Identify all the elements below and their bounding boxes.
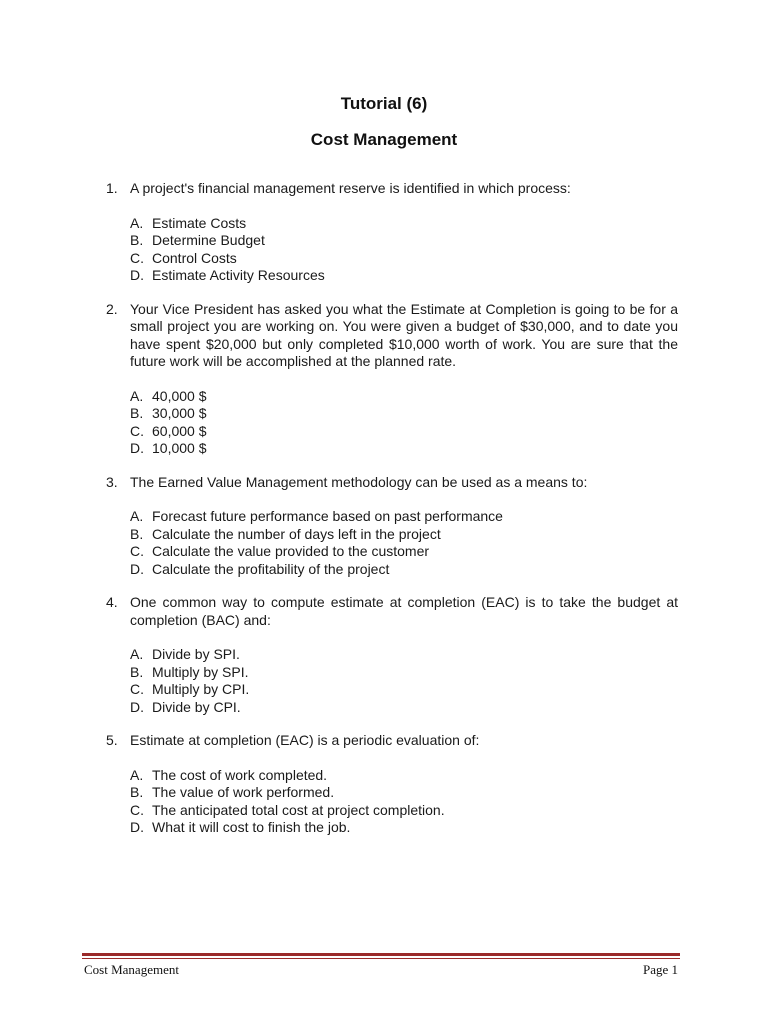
option-letter: A.: [130, 214, 144, 231]
option-letter: A.: [130, 508, 144, 524]
option-letter: A.: [130, 387, 144, 404]
question: [106, 180, 678, 285]
option-item: [130, 440, 678, 458]
option-letter: C.: [130, 422, 144, 439]
option-item: [130, 802, 678, 820]
page-subtitle: Cost Management: [310, 130, 458, 149]
option-list: [106, 388, 678, 458]
option-text: Divide by SPI.: [152, 646, 240, 662]
option-item: [130, 767, 678, 785]
option-letter: C.: [130, 543, 144, 559]
option-list: [106, 767, 678, 837]
question-number: 1.: [106, 180, 118, 196]
option-item: [130, 699, 678, 717]
option-item: [130, 646, 678, 664]
option-letter: B.: [130, 784, 144, 800]
option-item: [130, 819, 678, 837]
option-letter: B.: [130, 525, 144, 542]
question: [106, 474, 678, 579]
option-letter: D.: [130, 267, 144, 283]
option-letter: B.: [130, 405, 144, 421]
option-letter: C.: [130, 801, 144, 818]
page-number: Page 1: [642, 962, 678, 977]
option-text: Calculate the number of days left in the project: [152, 525, 441, 542]
option-item: [130, 267, 678, 285]
option-text: 10,000 $: [152, 440, 207, 456]
option-item: [130, 423, 678, 441]
option-letter: C.: [130, 249, 144, 266]
option-item: [130, 526, 678, 544]
option-list: [106, 215, 678, 285]
question-text: The Earned Value Management methodology can be used as a means to:: [130, 473, 588, 490]
option-letter: B.: [130, 232, 144, 248]
option-letter: D.: [130, 819, 144, 835]
option-letter: A.: [130, 646, 144, 662]
question: [106, 594, 678, 716]
question-number: 5.: [106, 732, 118, 748]
option-letter: D.: [130, 440, 144, 456]
option-item: [130, 215, 678, 233]
question-number: 3.: [106, 473, 118, 490]
option-item: [130, 405, 678, 423]
option-text: Multiply by SPI.: [152, 663, 249, 680]
option-item: [130, 664, 678, 682]
option-text: Calculate the value provided to the customer: [152, 543, 430, 559]
option-item: [130, 508, 678, 526]
option-text: Divide by CPI.: [152, 698, 241, 715]
option-item: [130, 681, 678, 699]
question-number: 4.: [106, 594, 118, 610]
option-text: The anticipated total cost at project completion.: [152, 801, 445, 818]
option-list: [106, 646, 678, 716]
option-letter: C.: [130, 681, 144, 697]
option-letter: B.: [130, 663, 144, 680]
option-text: 30,000 $: [152, 405, 207, 421]
option-text: Estimate Activity Resources: [152, 267, 325, 283]
question-number: 2.: [106, 300, 118, 317]
option-text: Determine Budget: [152, 232, 265, 248]
option-letter: D.: [130, 560, 144, 577]
question-text: A project's financial management reserve is identified in which process:: [130, 180, 571, 196]
option-text: What it will cost to finish the job.: [152, 819, 351, 835]
option-item: [130, 784, 678, 802]
option-text: 40,000 $: [152, 387, 207, 404]
option-item: [130, 232, 678, 250]
page-title: Tutorial (6): [340, 94, 428, 113]
option-item: [130, 561, 678, 579]
option-text: Forecast future performance based on past performance: [152, 508, 503, 524]
option-text: The value of work performed.: [152, 784, 335, 800]
question-text: One common way to compute estimate at completion (EAC) is to take the budget at completion (BAC) and:: [130, 594, 678, 628]
question: [106, 301, 678, 458]
footer-title: Cost Management: [84, 962, 179, 977]
option-text: Calculate the profitability of the project: [152, 560, 390, 577]
question-list: [106, 180, 678, 853]
option-letter: D.: [130, 698, 144, 715]
option-list: [106, 508, 678, 578]
option-item: [130, 543, 678, 561]
footer-rule-thick: [82, 953, 680, 956]
option-text: The cost of work completed.: [152, 766, 328, 783]
option-text: Control Costs: [152, 249, 237, 266]
option-text: Multiply by CPI.: [152, 681, 250, 697]
question-text: Your Vice President has asked you what the Estimate at Completion is going to be for a small project you are working on. You were given a budget of $30,000, and to date you have spent $20,000 but only completed $10,000 worth of work. You are sure that the future work will be accomplished at the planned rate.: [130, 300, 678, 369]
option-item: [130, 250, 678, 268]
option-letter: A.: [130, 766, 144, 783]
option-text: 60,000 $: [152, 422, 207, 439]
question-text: Estimate at completion (EAC) is a periodic evaluation of:: [130, 732, 480, 748]
footer-rule-thin: [82, 958, 680, 959]
question: [106, 732, 678, 837]
option-text: Estimate Costs: [152, 214, 247, 231]
option-item: [130, 388, 678, 406]
